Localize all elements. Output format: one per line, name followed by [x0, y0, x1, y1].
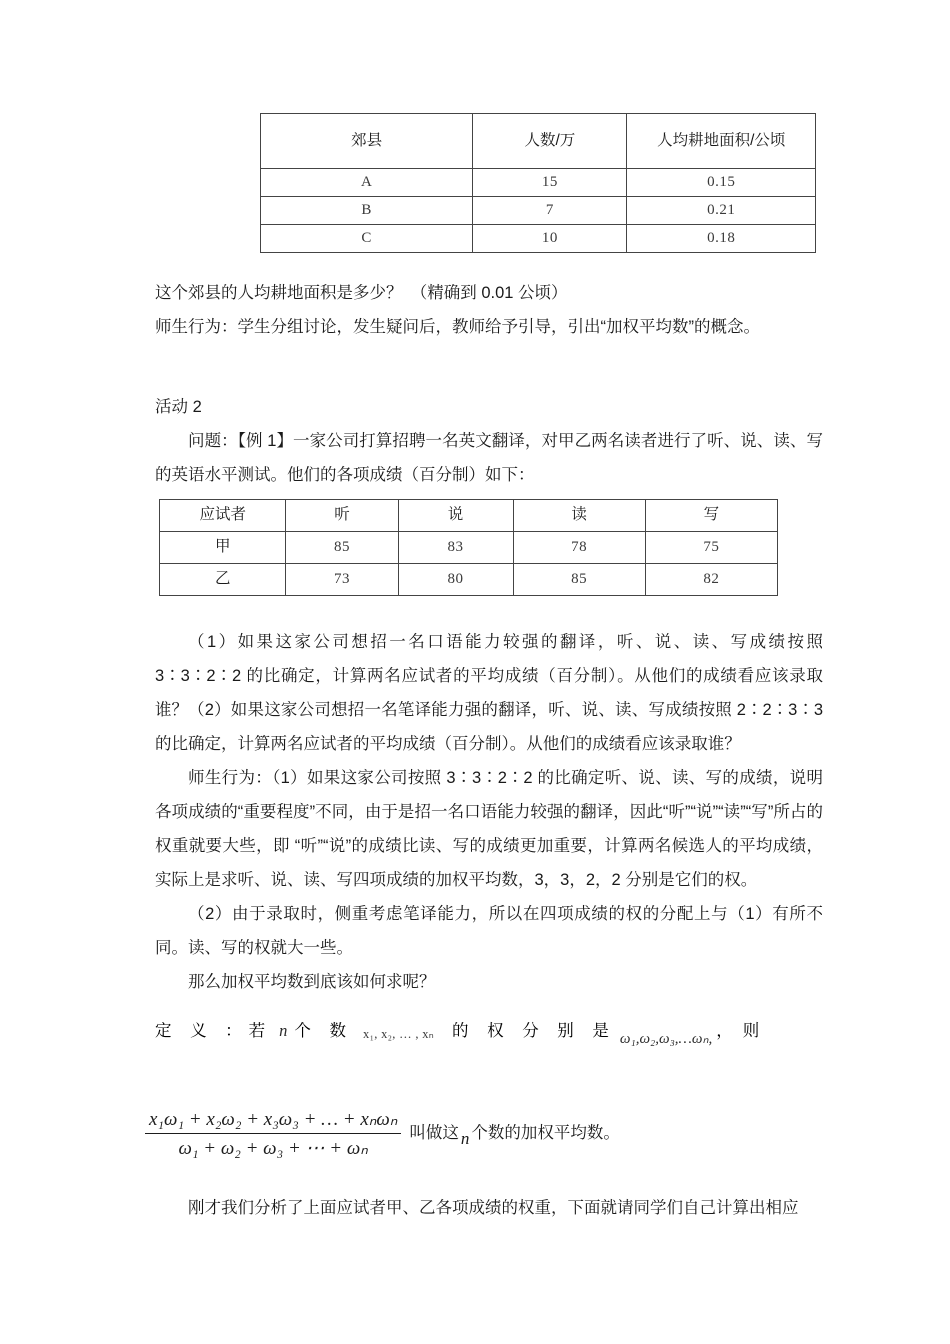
table-cell-county: C	[261, 225, 473, 253]
problem-intro-paragraph: 问题：【例 1】一家公司打算招聘一名英文翻译，对甲乙两名读者进行了听、说、读、写的英语水平测试。他们的各项成绩（百分制）如下：	[155, 432, 823, 484]
teacher-action-paragraph-2: 师生行为：（1）如果这家公司按照 3∶3∶2∶2 的比确定听、说、读、写的成绩，说明各项成绩的“重要程度”不同，由于是招一名口语能力较强的翻译，因此“听”“说”“读”“写”所占的权重就要大些，即 “听”“说”的成绩比读、写的成绩更加重要，计算两名候选人的平均成绩，实际上是求听、说、读、写四项成绩的加权平均数，3，3，2，2 分别是它们的权。	[155, 769, 823, 889]
table-row	[160, 532, 778, 564]
formula-fraction	[145, 1108, 401, 1160]
closing-paragraph: 刚才我们分析了上面应试者甲、乙各项成绩的权重，下面就请同学们自己计算出相应	[188, 1199, 799, 1217]
definition-part-1: 若	[248, 1022, 273, 1040]
table-row	[160, 564, 778, 596]
formula-denominator: ω₁ + ω₂ + ω₃ + ⋯ + ωₙ	[178, 1138, 368, 1159]
table-cell-score: 73	[286, 564, 398, 596]
table-header-cell: 人数/万	[473, 114, 627, 169]
table-header-cell: 写	[645, 500, 777, 532]
table-header-cell: 听	[286, 500, 398, 532]
activity-heading: 活动 2	[155, 398, 202, 416]
table-cell-candidate: 甲	[160, 532, 286, 564]
table-header-cell: 说	[398, 500, 513, 532]
candidate-scores-table	[159, 499, 778, 596]
table-row	[261, 169, 816, 197]
table-cell-farmland: 0.15	[627, 169, 816, 197]
weighted-average-formula	[145, 1108, 620, 1160]
table-cell-population: 10	[473, 225, 627, 253]
table-cell-county: B	[261, 197, 473, 225]
table-row	[261, 197, 816, 225]
table-cell-score: 85	[286, 532, 398, 564]
formula-tail-after: 个数的加权平均数。	[471, 1124, 620, 1142]
formula-tail	[409, 1119, 620, 1149]
definition-comma: ，	[716, 1022, 733, 1040]
definition-part-3: 的 权 分 别 是	[452, 1022, 616, 1040]
teacher-action-paragraph-3: （2）由于录取时，侧重考虑笔译能力，所以在四项成绩的权的分配上与（1）有所不同。读、写的权就大一些。	[155, 905, 823, 957]
table-cell-population: 7	[473, 197, 627, 225]
table-header-cell: 读	[513, 500, 645, 532]
table-cell-farmland: 0.18	[627, 225, 816, 253]
definition-numbers: x₁, x₂, … , xₙ	[363, 1027, 435, 1041]
definition-part-4: 则	[742, 1022, 760, 1040]
question-1-paragraph: （1）如果这家公司想招一名口语能力较强的翻译，听、说、读、写成绩按照 3∶3∶2∶2 的比确定，计算两名应试者的平均成绩（百分制）。从他们的成绩看应该录取谁？	[155, 633, 823, 719]
how-to-compute-paragraph: 那么加权平均数到底该如何求呢？	[188, 973, 436, 991]
per-capita-farmland-table	[260, 113, 816, 253]
table-cell-score: 82	[645, 564, 777, 596]
definition-weights: ω₁,ω₂,ω₃,…ωₙ,	[619, 1031, 713, 1047]
table-header-row	[261, 114, 816, 169]
table-header-cell: 应试者	[160, 500, 286, 532]
table-header-cell: 人均耕地面积/公顷	[627, 114, 816, 169]
table-cell-farmland: 0.21	[627, 197, 816, 225]
definition-label: 定 义 ：	[155, 1022, 249, 1040]
table-cell-score: 75	[645, 532, 777, 564]
formula-tail-before: 叫做这	[409, 1124, 459, 1142]
table-cell-candidate: 乙	[160, 564, 286, 596]
definition-part-2: 个 数	[294, 1022, 354, 1040]
table-cell-score: 85	[513, 564, 645, 596]
question-2-paragraph: （2）如果这家公司想招一名笔译能力强的翻译，听、说、读、写成绩按照 2∶2∶3∶3 的比确定，计算两名应试者的平均成绩（百分制）。从他们的成绩看应该录取谁？	[155, 701, 823, 753]
table-cell-population: 15	[473, 169, 627, 197]
table-header-cell: 郊县	[261, 114, 473, 169]
teacher-action-paragraph-1: 师生行为：学生分组讨论，发生疑问后，教师给予引导，引出“加权平均数”的概念。	[155, 318, 760, 336]
question-precision-paragraph: 这个郊县的人均耕地面积是多少？ （精确到 0.01 公顷）	[155, 284, 568, 302]
table-cell-score: 80	[398, 564, 513, 596]
table-cell-score: 83	[398, 532, 513, 564]
weighted-average-definition	[155, 1016, 835, 1054]
table-cell-score: 78	[513, 532, 645, 564]
definition-n-symbol: n	[279, 1021, 288, 1040]
table-header-row	[160, 500, 778, 532]
formula-numerator: x₁ω₁ + x₂ω₂ + x₃ω₃ + … + xₙωₙ	[145, 1108, 401, 1134]
formula-tail-variable: n	[460, 1129, 470, 1148]
table-cell-county: A	[261, 169, 473, 197]
table-row	[261, 225, 816, 253]
